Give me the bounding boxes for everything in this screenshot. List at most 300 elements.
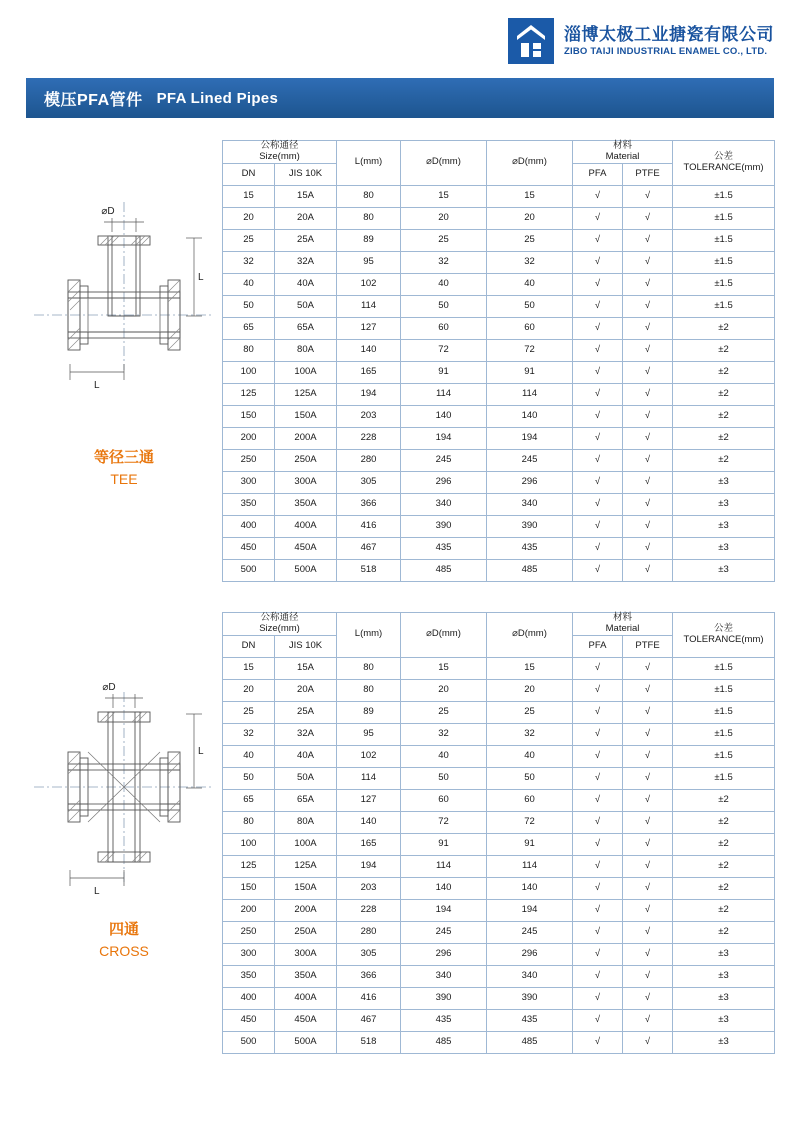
material-pfa-cell: √ [573,657,623,679]
tolerance-cell: ±3 [673,1009,775,1031]
tolerance-cell: ±3 [673,493,775,515]
header-diameter-1: ⌀D(mm) [401,613,487,658]
material-ptfe-cell: √ [623,877,673,899]
length-cell: 80 [337,657,401,679]
table-row [223,811,775,833]
diameter-ptfe-cell: 25 [487,229,573,251]
length-cell: 467 [337,1009,401,1031]
jis-cell: 150A [275,405,337,427]
tolerance-cell: ±2 [673,339,775,361]
length-cell: 305 [337,943,401,965]
material-ptfe-cell: √ [623,559,673,581]
material-ptfe-cell: √ [623,339,673,361]
diameter-pfa-cell: 60 [401,789,487,811]
tolerance-cell: ±2 [673,427,775,449]
tolerance-cell: ±1.5 [673,185,775,207]
tolerance-cell: ±1.5 [673,295,775,317]
company-logo [508,18,774,64]
header-tolerance: 公差 TOLERANCE(mm) [673,613,775,658]
dn-cell: 250 [223,449,275,471]
diameter-pfa-cell: 20 [401,207,487,229]
jis-cell: 100A [275,361,337,383]
header-diameter-2: ⌀D(mm) [487,613,573,658]
jis-cell: 400A [275,515,337,537]
tolerance-cell: ±3 [673,987,775,1009]
diameter-ptfe-cell: 114 [487,855,573,877]
jis-cell: 100A [275,833,337,855]
header-dn: DN [223,163,275,185]
header-jis: JIS 10K [275,163,337,185]
diameter-ptfe-cell: 60 [487,317,573,339]
dn-cell: 300 [223,943,275,965]
dn-cell: 25 [223,701,275,723]
dn-cell: 450 [223,1009,275,1031]
table-row [223,229,775,251]
jis-cell: 150A [275,877,337,899]
svg-text:L: L [94,380,100,391]
jis-cell: 250A [275,449,337,471]
header-size: 公称通径 Size(mm) [223,613,337,636]
length-cell: 366 [337,493,401,515]
jis-cell: 80A [275,811,337,833]
material-ptfe-cell: √ [623,471,673,493]
jis-cell: 65A [275,317,337,339]
jis-cell: 500A [275,559,337,581]
material-ptfe-cell: √ [623,361,673,383]
material-pfa-cell: √ [573,811,623,833]
dn-cell: 300 [223,471,275,493]
diameter-ptfe-cell: 485 [487,1031,573,1053]
diameter-pfa-cell: 435 [401,537,487,559]
diameter-ptfe-cell: 20 [487,207,573,229]
jis-cell: 15A [275,185,337,207]
material-pfa-cell: √ [573,943,623,965]
diameter-pfa-cell: 114 [401,383,487,405]
company-name-en: ZIBO TAIJI INDUSTRIAL ENAMEL CO., LTD. [564,45,768,57]
length-cell: 165 [337,833,401,855]
diameter-pfa-cell: 72 [401,811,487,833]
table-row [223,855,775,877]
dn-cell: 150 [223,405,275,427]
tolerance-cell: ±2 [673,405,775,427]
jis-cell: 300A [275,471,337,493]
jis-cell: 200A [275,427,337,449]
page-title-bar [26,78,774,118]
table-row [223,405,775,427]
length-cell: 80 [337,185,401,207]
table-row [223,427,775,449]
material-ptfe-cell: √ [623,251,673,273]
tolerance-cell: ±2 [673,449,775,471]
dn-cell: 400 [223,987,275,1009]
table-row [223,1009,775,1031]
tolerance-cell: ±1.5 [673,767,775,789]
cross-fitting-drawing [26,612,222,912]
header-pfa: PFA [573,635,623,657]
length-cell: 102 [337,745,401,767]
table-row [223,207,775,229]
jis-cell: 350A [275,965,337,987]
diameter-pfa-cell: 435 [401,1009,487,1031]
dn-cell: 50 [223,767,275,789]
figure-caption-cn-cross: 四通 [108,921,139,938]
header-tolerance: 公差 TOLERANCE(mm) [673,141,775,186]
table-row [223,745,775,767]
table-row [223,185,775,207]
table-row [223,273,775,295]
table-header-row-1 [223,613,775,636]
spec-table-cross [222,612,775,1054]
dn-cell: 200 [223,427,275,449]
jis-cell: 32A [275,723,337,745]
tolerance-cell: ±2 [673,361,775,383]
dn-cell: 65 [223,789,275,811]
diameter-pfa-cell: 114 [401,855,487,877]
tolerance-cell: ±3 [673,515,775,537]
length-cell: 127 [337,789,401,811]
diameter-ptfe-cell: 15 [487,657,573,679]
table-row [223,789,775,811]
company-name-cn: 淄博太极工业搪瓷有限公司 [564,24,774,44]
diameter-ptfe-cell: 435 [487,1009,573,1031]
table-row [223,559,775,581]
material-pfa-cell: √ [573,559,623,581]
building-logo-icon [508,18,554,64]
dn-cell: 65 [223,317,275,339]
diameter-pfa-cell: 40 [401,273,487,295]
diameter-pfa-cell: 340 [401,493,487,515]
length-cell: 228 [337,899,401,921]
svg-text:⌀D: ⌀D [102,682,116,693]
length-cell: 114 [337,767,401,789]
dn-cell: 50 [223,295,275,317]
dn-cell: 40 [223,745,275,767]
diameter-pfa-cell: 32 [401,723,487,745]
table-row [223,317,775,339]
table-row [223,361,775,383]
jis-cell: 50A [275,295,337,317]
material-ptfe-cell: √ [623,679,673,701]
diameter-ptfe-cell: 25 [487,701,573,723]
jis-cell: 125A [275,855,337,877]
tolerance-cell: ±1.5 [673,273,775,295]
table-row [223,943,775,965]
length-cell: 280 [337,449,401,471]
material-pfa-cell: √ [573,229,623,251]
jis-cell: 200A [275,899,337,921]
dn-cell: 100 [223,361,275,383]
tolerance-cell: ±3 [673,559,775,581]
diameter-pfa-cell: 245 [401,449,487,471]
length-cell: 280 [337,921,401,943]
dn-cell: 350 [223,965,275,987]
dn-cell: 500 [223,1031,275,1053]
length-cell: 89 [337,229,401,251]
length-cell: 194 [337,383,401,405]
diameter-pfa-cell: 72 [401,339,487,361]
diameter-ptfe-cell: 390 [487,987,573,1009]
diameter-ptfe-cell: 72 [487,339,573,361]
length-cell: 80 [337,207,401,229]
tolerance-cell: ±3 [673,471,775,493]
material-pfa-cell: √ [573,921,623,943]
material-pfa-cell: √ [573,877,623,899]
table-row [223,537,775,559]
material-ptfe-cell: √ [623,515,673,537]
diameter-pfa-cell: 50 [401,295,487,317]
material-ptfe-cell: √ [623,811,673,833]
diameter-pfa-cell: 25 [401,229,487,251]
length-cell: 518 [337,1031,401,1053]
header-ptfe: PTFE [623,635,673,657]
spec-table-tee [222,140,775,582]
dn-cell: 125 [223,383,275,405]
diameter-pfa-cell: 25 [401,701,487,723]
tolerance-cell: ±1.5 [673,701,775,723]
tolerance-cell: ±2 [673,789,775,811]
tolerance-cell: ±2 [673,317,775,339]
figure-tee [26,140,222,487]
header-length: L(mm) [337,141,401,186]
tolerance-cell: ±2 [673,383,775,405]
length-cell: 89 [337,701,401,723]
diameter-ptfe-cell: 32 [487,723,573,745]
material-ptfe-cell: √ [623,405,673,427]
material-pfa-cell: √ [573,295,623,317]
jis-cell: 500A [275,1031,337,1053]
dn-cell: 400 [223,515,275,537]
length-cell: 95 [337,723,401,745]
table-header-row-1 [223,141,775,164]
jis-cell: 65A [275,789,337,811]
svg-text:L: L [94,886,100,897]
jis-cell: 40A [275,273,337,295]
diameter-pfa-cell: 296 [401,471,487,493]
dn-cell: 15 [223,185,275,207]
diameter-pfa-cell: 91 [401,361,487,383]
dn-cell: 40 [223,273,275,295]
header-size: 公称通径 Size(mm) [223,141,337,164]
diameter-pfa-cell: 140 [401,877,487,899]
dn-cell: 32 [223,723,275,745]
diameter-ptfe-cell: 485 [487,559,573,581]
material-pfa-cell: √ [573,679,623,701]
diameter-pfa-cell: 50 [401,767,487,789]
material-pfa-cell: √ [573,383,623,405]
dn-cell: 125 [223,855,275,877]
table-row [223,921,775,943]
diameter-ptfe-cell: 194 [487,427,573,449]
jis-cell: 20A [275,679,337,701]
svg-text:L: L [198,746,204,757]
table-row [223,965,775,987]
material-pfa-cell: √ [573,515,623,537]
material-pfa-cell: √ [573,493,623,515]
material-pfa-cell: √ [573,701,623,723]
material-pfa-cell: √ [573,317,623,339]
figure-caption-en-cross: CROSS [99,943,149,959]
material-pfa-cell: √ [573,1009,623,1031]
jis-cell: 20A [275,207,337,229]
dn-cell: 20 [223,679,275,701]
dn-cell: 250 [223,921,275,943]
length-cell: 366 [337,965,401,987]
diameter-ptfe-cell: 50 [487,767,573,789]
spec-block-cross [26,612,774,1054]
spec-table-tee-body [223,185,775,581]
material-ptfe-cell: √ [623,317,673,339]
tolerance-cell: ±2 [673,833,775,855]
table-row [223,493,775,515]
length-cell: 305 [337,471,401,493]
material-pfa-cell: √ [573,339,623,361]
diameter-pfa-cell: 32 [401,251,487,273]
length-cell: 127 [337,317,401,339]
table-row [223,833,775,855]
material-pfa-cell: √ [573,471,623,493]
material-pfa-cell: √ [573,723,623,745]
jis-cell: 450A [275,537,337,559]
material-ptfe-cell: √ [623,207,673,229]
table-row [223,767,775,789]
material-pfa-cell: √ [573,987,623,1009]
length-cell: 203 [337,877,401,899]
table-row [223,449,775,471]
tolerance-cell: ±1.5 [673,207,775,229]
material-ptfe-cell: √ [623,789,673,811]
jis-cell: 40A [275,745,337,767]
diameter-ptfe-cell: 15 [487,185,573,207]
dn-cell: 20 [223,207,275,229]
header-material: 材料 Material [573,613,673,636]
diameter-ptfe-cell: 245 [487,449,573,471]
tolerance-cell: ±2 [673,855,775,877]
diameter-pfa-cell: 60 [401,317,487,339]
length-cell: 80 [337,679,401,701]
diameter-pfa-cell: 40 [401,745,487,767]
material-ptfe-cell: √ [623,833,673,855]
diameter-ptfe-cell: 91 [487,833,573,855]
diameter-ptfe-cell: 40 [487,273,573,295]
diameter-ptfe-cell: 140 [487,405,573,427]
length-cell: 114 [337,295,401,317]
diameter-ptfe-cell: 50 [487,295,573,317]
jis-cell: 250A [275,921,337,943]
length-cell: 140 [337,811,401,833]
jis-cell: 350A [275,493,337,515]
tolerance-cell: ±2 [673,811,775,833]
figure-caption-en-tee: TEE [110,471,138,487]
dn-cell: 15 [223,657,275,679]
jis-cell: 25A [275,701,337,723]
tolerance-cell: ±3 [673,943,775,965]
tolerance-cell: ±1.5 [673,229,775,251]
table-row [223,1031,775,1053]
jis-cell: 450A [275,1009,337,1031]
material-ptfe-cell: √ [623,723,673,745]
length-cell: 102 [337,273,401,295]
material-pfa-cell: √ [573,767,623,789]
diameter-ptfe-cell: 140 [487,877,573,899]
material-pfa-cell: √ [573,1031,623,1053]
material-pfa-cell: √ [573,449,623,471]
table-row [223,295,775,317]
diameter-pfa-cell: 91 [401,833,487,855]
diameter-ptfe-cell: 340 [487,965,573,987]
length-cell: 140 [337,339,401,361]
material-ptfe-cell: √ [623,229,673,251]
material-pfa-cell: √ [573,833,623,855]
dn-cell: 500 [223,559,275,581]
dn-cell: 350 [223,493,275,515]
length-cell: 228 [337,427,401,449]
diameter-ptfe-cell: 435 [487,537,573,559]
material-ptfe-cell: √ [623,657,673,679]
page-title-cn: 模压PFA管件 [44,91,143,109]
spec-table-tee-wrap [222,140,775,582]
header-length: L(mm) [337,613,401,658]
diameter-ptfe-cell: 32 [487,251,573,273]
dn-cell: 32 [223,251,275,273]
material-pfa-cell: √ [573,789,623,811]
diameter-ptfe-cell: 194 [487,899,573,921]
material-ptfe-cell: √ [623,855,673,877]
dn-cell: 25 [223,229,275,251]
tolerance-cell: ±2 [673,877,775,899]
jis-cell: 50A [275,767,337,789]
length-cell: 203 [337,405,401,427]
material-pfa-cell: √ [573,405,623,427]
material-ptfe-cell: √ [623,767,673,789]
diameter-pfa-cell: 340 [401,965,487,987]
header-jis: JIS 10K [275,635,337,657]
diameter-pfa-cell: 194 [401,899,487,921]
table-row [223,701,775,723]
diameter-ptfe-cell: 390 [487,515,573,537]
diameter-ptfe-cell: 60 [487,789,573,811]
spec-table-cross-wrap [222,612,775,1054]
material-pfa-cell: √ [573,185,623,207]
diameter-pfa-cell: 390 [401,987,487,1009]
header-pfa: PFA [573,163,623,185]
material-pfa-cell: √ [573,745,623,767]
diameter-pfa-cell: 15 [401,657,487,679]
material-pfa-cell: √ [573,855,623,877]
length-cell: 467 [337,537,401,559]
length-cell: 165 [337,361,401,383]
table-row [223,987,775,1009]
table-row [223,251,775,273]
dn-cell: 150 [223,877,275,899]
table-row [223,679,775,701]
tolerance-cell: ±2 [673,899,775,921]
dn-cell: 80 [223,811,275,833]
material-ptfe-cell: √ [623,965,673,987]
length-cell: 416 [337,515,401,537]
diameter-ptfe-cell: 296 [487,471,573,493]
diameter-pfa-cell: 194 [401,427,487,449]
diameter-ptfe-cell: 340 [487,493,573,515]
svg-text:L: L [198,272,204,283]
diameter-pfa-cell: 390 [401,515,487,537]
material-ptfe-cell: √ [623,449,673,471]
dn-cell: 80 [223,339,275,361]
material-ptfe-cell: √ [623,921,673,943]
dn-cell: 200 [223,899,275,921]
material-ptfe-cell: √ [623,899,673,921]
diameter-ptfe-cell: 245 [487,921,573,943]
tolerance-cell: ±1.5 [673,251,775,273]
